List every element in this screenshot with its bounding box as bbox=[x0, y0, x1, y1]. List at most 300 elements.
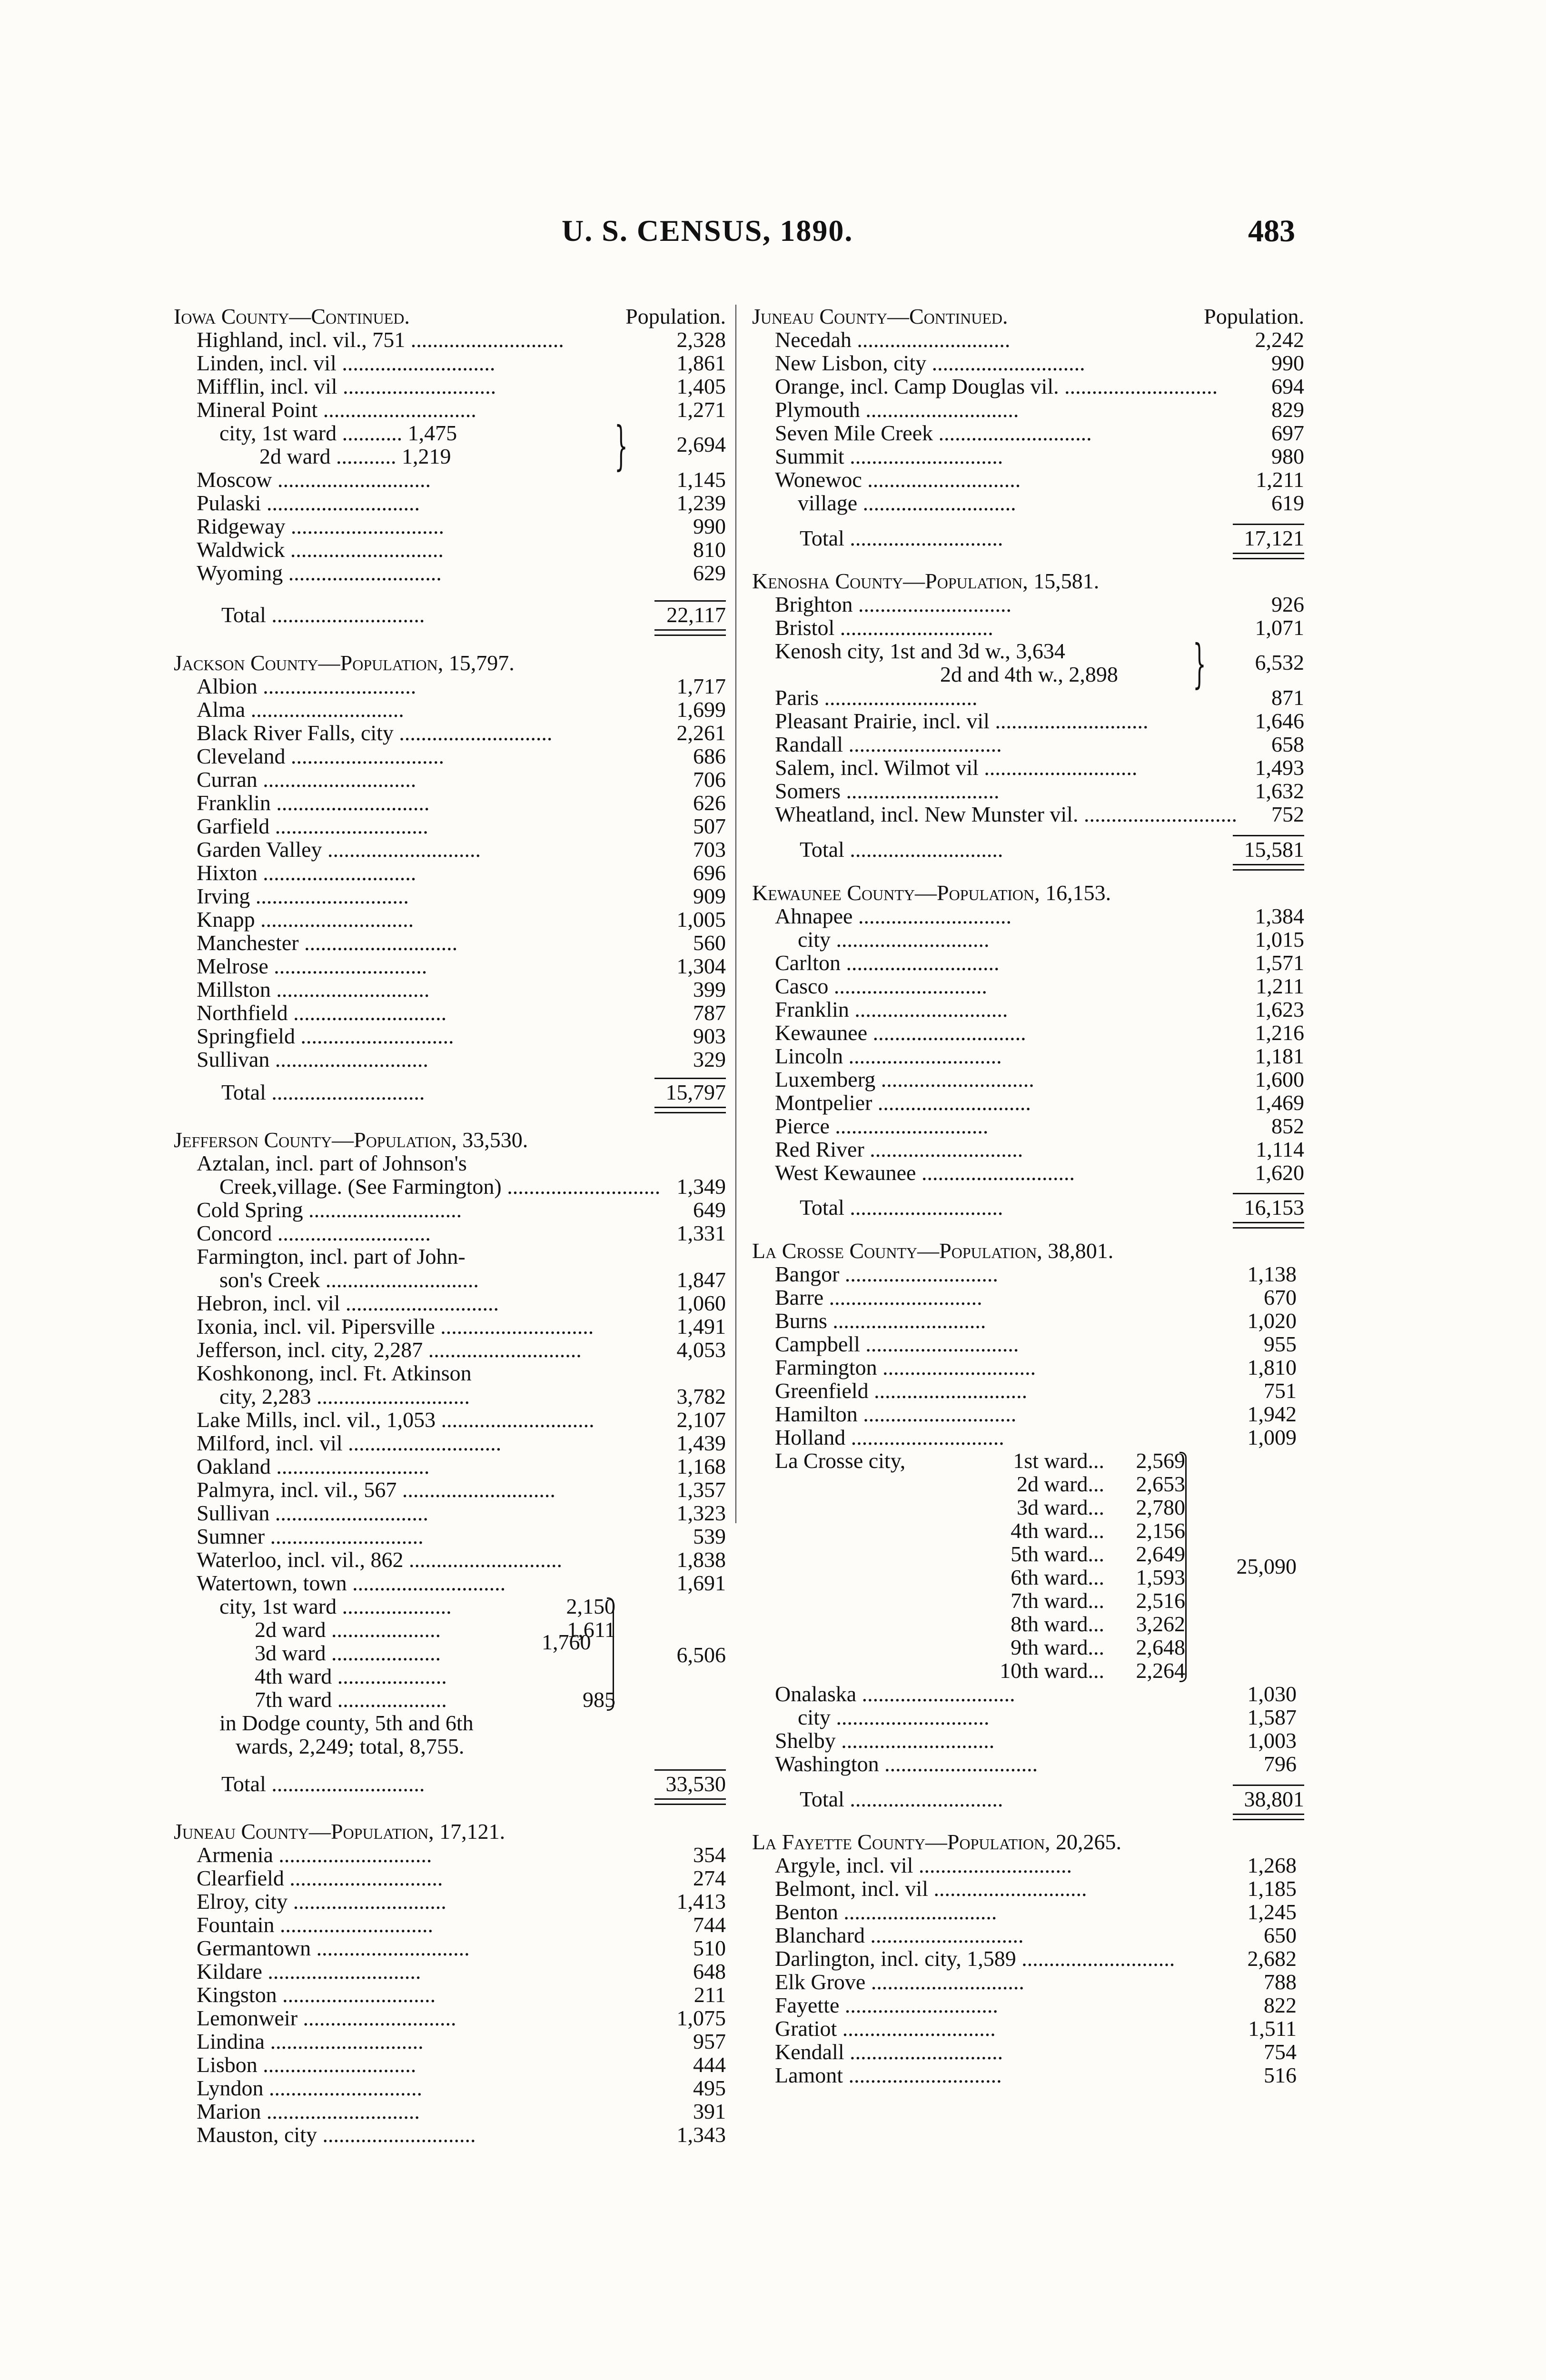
juneau-row bbox=[174, 2123, 726, 2146]
jefferson-total bbox=[174, 1772, 726, 1795]
jefferson-row-label: Sullivan ............................ bbox=[197, 1500, 428, 1525]
kenosha-header-title: Kenosha County—Population, 15,581. bbox=[752, 569, 1100, 594]
iowa-row bbox=[174, 538, 726, 561]
jefferson-total-label: Total ............................ bbox=[221, 1771, 425, 1796]
lafayette-row bbox=[752, 1993, 1304, 2017]
juneau-row-label: Fountain ............................ bbox=[197, 1912, 434, 1937]
jefferson-row bbox=[174, 1221, 726, 1245]
lafayette-row-label: Gratiot ............................ bbox=[775, 2016, 996, 2041]
kewaunee-row-label: West Kewaunee ............................ bbox=[775, 1160, 1075, 1185]
jefferson-row-label: Aztalan, incl. part of Johnson's bbox=[197, 1150, 467, 1175]
jackson-row-value: 507 bbox=[693, 813, 726, 838]
juneau-row bbox=[174, 1913, 726, 1936]
jackson-row bbox=[174, 744, 726, 768]
jackson-row-value: 1,304 bbox=[676, 953, 726, 978]
jackson-header-title: Jackson County—Population, 15,797. bbox=[174, 650, 515, 675]
lacrosse-ward-value: 2,569 bbox=[1136, 1448, 1185, 1473]
lacrosse-ward-row bbox=[752, 1659, 1304, 1682]
lacrosse-ward-value: 2,516 bbox=[1136, 1588, 1185, 1613]
lacrosse-ward-label: 9th ward... bbox=[1011, 1635, 1104, 1659]
lacrosse-header bbox=[752, 1239, 1304, 1262]
lacrosse-ward-value: 2,653 bbox=[1136, 1471, 1185, 1496]
juneau-row bbox=[174, 1890, 726, 1913]
jefferson-row-value: 1,357 bbox=[676, 1477, 726, 1502]
iowa-row bbox=[174, 468, 726, 491]
lafayette-header bbox=[752, 1830, 1304, 1854]
jefferson-row bbox=[174, 1198, 726, 1221]
iowa-row-value: 990 bbox=[693, 514, 726, 538]
jefferson-row-value: 1,060 bbox=[676, 1290, 726, 1315]
lacrosse-total bbox=[752, 1787, 1304, 1811]
jefferson-ward-block bbox=[174, 1595, 726, 1711]
kenosha-row-label: Brighton ............................ bbox=[775, 592, 1012, 617]
juneau-row-value: 1,343 bbox=[676, 2122, 726, 2147]
jackson-row-label: Franklin ............................ bbox=[197, 790, 430, 815]
spacer bbox=[752, 1230, 1304, 1239]
lacrosse-total-label: Total ............................ bbox=[800, 1786, 1003, 1811]
kenosha-city-row-label: 2d and 4th w., 2,898 bbox=[940, 662, 1118, 687]
brace-icon: } bbox=[1193, 633, 1206, 694]
juneau-row-value: 354 bbox=[693, 1842, 726, 1867]
juneau-row bbox=[174, 2030, 726, 2053]
jefferson-row-label: Creek,village. (See Farmington) ............................ bbox=[219, 1174, 661, 1199]
lafayette-row-value: 822 bbox=[1264, 1993, 1297, 2018]
juneau-cont-row bbox=[752, 468, 1304, 491]
iowa-header-title: Iowa County—Continued. bbox=[174, 304, 410, 328]
juneau-row-value: 391 bbox=[693, 2099, 726, 2123]
iowa-row bbox=[174, 491, 726, 515]
jefferson-row-label: Koshkonong, incl. Ft. Atkinson bbox=[197, 1360, 472, 1385]
jackson-row-value: 2,261 bbox=[676, 720, 726, 745]
iowa-row-value: 1,239 bbox=[676, 491, 726, 515]
lacrosse-total-value: 38,801 bbox=[1244, 1786, 1304, 1811]
spacer bbox=[174, 585, 726, 598]
jefferson-row-value: 1,331 bbox=[676, 1220, 726, 1245]
lafayette-row-value: 516 bbox=[1264, 2063, 1297, 2088]
juneau-cont-row-value: 1,211 bbox=[1256, 467, 1304, 492]
lafayette-row bbox=[752, 2040, 1304, 2063]
jackson-row bbox=[174, 954, 726, 978]
kewaunee-header-title: Kewaunee County—Population, 16,153. bbox=[752, 880, 1111, 905]
kewaunee-total bbox=[752, 1196, 1304, 1219]
jefferson-row-value: 2,107 bbox=[676, 1407, 726, 1432]
iowa-row-label: Mineral Point ............................ bbox=[197, 397, 476, 422]
jackson-row bbox=[174, 978, 726, 1001]
spacer bbox=[752, 1775, 1304, 1783]
lacrosse-ward-row bbox=[752, 1636, 1304, 1659]
iowa-row bbox=[174, 351, 726, 375]
lacrosse-row-label: Onalaska ............................ bbox=[775, 1681, 1015, 1706]
jefferson-row bbox=[174, 1385, 726, 1408]
lacrosse-city-total: 25,090 bbox=[1236, 1554, 1297, 1578]
jefferson-row bbox=[174, 1501, 726, 1525]
kenosha-city-row-label: Kenosh city, 1st and 3d w., 3,634 bbox=[775, 639, 1065, 664]
iowa-row bbox=[174, 515, 726, 538]
lacrosse-ward-row bbox=[752, 1519, 1304, 1542]
iowa-total-label: Total ............................ bbox=[221, 603, 425, 627]
lafayette-row bbox=[752, 1924, 1304, 1947]
jefferson-row bbox=[174, 1525, 726, 1548]
lafayette-row-label: Blanchard ............................ bbox=[775, 1923, 1024, 1948]
lacrosse-row-value: 1,030 bbox=[1247, 1681, 1297, 1706]
juneau-cont-row-value: 619 bbox=[1271, 491, 1304, 515]
jefferson-row bbox=[174, 1431, 726, 1455]
kenosha-row-value: 926 bbox=[1271, 592, 1304, 617]
double-rule bbox=[752, 861, 1304, 872]
lafayette-row-label: Fayette ............................ bbox=[775, 1993, 998, 2018]
kewaunee-total-value: 16,153 bbox=[1244, 1195, 1304, 1220]
iowa-row-value: 1,145 bbox=[676, 467, 726, 492]
jefferson-row bbox=[174, 1361, 726, 1385]
juneau-row-value: 648 bbox=[693, 1959, 726, 1983]
jackson-total-value: 15,797 bbox=[665, 1080, 726, 1104]
spacer bbox=[752, 826, 1304, 833]
double-rule bbox=[752, 550, 1304, 560]
kenosha-row bbox=[752, 756, 1304, 779]
juneau-cont-row-label: New Lisbon, city ............................ bbox=[775, 351, 1085, 375]
kewaunee-row bbox=[752, 928, 1304, 951]
lacrosse-ward-value: 2,156 bbox=[1136, 1518, 1185, 1543]
lafayette-row bbox=[752, 1947, 1304, 1970]
iowa-row-value: 1,405 bbox=[676, 374, 726, 398]
jackson-row-label: Sullivan ............................ bbox=[197, 1047, 428, 1071]
jackson-row-value: 696 bbox=[693, 860, 726, 885]
lacrosse-row-value: 1,942 bbox=[1247, 1401, 1297, 1426]
kenosha-total-value: 15,581 bbox=[1244, 837, 1304, 862]
juneau-row bbox=[174, 1843, 726, 1866]
juneau-cont-row-value: 829 bbox=[1271, 397, 1304, 422]
kewaunee-row-label: Lincoln ............................ bbox=[775, 1043, 1002, 1068]
lacrosse-ward-label: 7th ward... bbox=[1011, 1588, 1104, 1613]
jefferson-row bbox=[174, 1338, 726, 1361]
lacrosse-row-label: Burns ............................ bbox=[775, 1308, 986, 1333]
jefferson-ward-value: 985 bbox=[583, 1687, 615, 1712]
jefferson-row-value: 1,491 bbox=[676, 1314, 726, 1339]
kewaunee-header bbox=[752, 881, 1304, 904]
lafayette-row-value: 788 bbox=[1264, 1970, 1297, 1994]
lacrosse-row-value: 1,009 bbox=[1247, 1425, 1297, 1449]
spacer bbox=[752, 872, 1304, 881]
lacrosse-row-value: 1,810 bbox=[1247, 1355, 1297, 1379]
iowa-row-label: Highland, incl. vil., 751 ............................ bbox=[197, 327, 564, 352]
jackson-row bbox=[174, 908, 726, 931]
bracket-icon bbox=[607, 1597, 614, 1711]
jefferson-ward-value: 2,150 bbox=[566, 1594, 615, 1618]
lacrosse-ward-label: 4th ward... bbox=[1011, 1518, 1104, 1543]
juneau-cont-row-label: Seven Mile Creek ............................ bbox=[775, 421, 1092, 445]
jackson-row-value: 787 bbox=[693, 1000, 726, 1025]
kenosha-row-value: 752 bbox=[1271, 802, 1304, 827]
juneau-row-label: Marion ............................ bbox=[197, 2099, 420, 2123]
jefferson-row-label: Cold Spring ............................ bbox=[197, 1197, 462, 1222]
jackson-row-value: 1,717 bbox=[676, 674, 726, 698]
kenosha-row bbox=[752, 779, 1304, 803]
kewaunee-row-value: 852 bbox=[1271, 1113, 1304, 1138]
juneau-row-value: 211 bbox=[694, 1982, 726, 2007]
lafayette-row-value: 1,185 bbox=[1247, 1876, 1297, 1901]
kenosha-row-label: Somers ............................ bbox=[775, 779, 1000, 803]
kewaunee-row bbox=[752, 1161, 1304, 1184]
kenosha-row-label: Wheatland, incl. New Munster vil. ............................ bbox=[775, 802, 1237, 827]
kewaunee-row-label: Carlton ............................ bbox=[775, 950, 1000, 975]
jackson-row bbox=[174, 814, 726, 838]
jefferson-row-value: 4,053 bbox=[676, 1337, 726, 1362]
lacrosse-row-label: Greenfield ............................ bbox=[775, 1378, 1028, 1403]
jefferson-ward-row bbox=[174, 1595, 726, 1618]
iowa-total-value: 22,117 bbox=[666, 603, 726, 627]
spacer bbox=[174, 1071, 726, 1076]
jefferson-row-value: 1,439 bbox=[676, 1430, 726, 1455]
juneau-row-value: 744 bbox=[693, 1912, 726, 1937]
lacrosse-row-value: 670 bbox=[1264, 1285, 1297, 1309]
jefferson-row-value: 1,838 bbox=[676, 1547, 726, 1572]
jackson-row bbox=[174, 884, 726, 908]
juneau-row bbox=[174, 2076, 726, 2100]
iowa-row-label: Pulaski ............................ bbox=[197, 491, 420, 515]
kewaunee-row-value: 1,623 bbox=[1255, 997, 1304, 1021]
lacrosse-ward-value: 2,648 bbox=[1136, 1635, 1185, 1659]
juneau-cont-row-label: village ............................ bbox=[798, 491, 1016, 515]
kewaunee-row bbox=[752, 1044, 1304, 1068]
lacrosse-row-label: Hamilton ............................ bbox=[775, 1401, 1017, 1426]
lacrosse-row-value: 751 bbox=[1264, 1378, 1297, 1403]
lacrosse-ward-value: 2,780 bbox=[1136, 1495, 1185, 1519]
lafayette-header-title: La Fayette County—Population, 20,265. bbox=[752, 1830, 1122, 1854]
kewaunee-row-value: 1,571 bbox=[1255, 950, 1304, 975]
iowa-city-total: 2,694 bbox=[676, 432, 726, 456]
kewaunee-row-label: Montpelier ............................ bbox=[775, 1090, 1031, 1115]
lacrosse-row bbox=[752, 1706, 1304, 1729]
double-rule bbox=[752, 1811, 1304, 1821]
jefferson-row bbox=[174, 1291, 726, 1315]
spacer bbox=[174, 637, 726, 651]
jackson-row-label: Manchester ............................ bbox=[197, 930, 458, 955]
kewaunee-row-value: 1,216 bbox=[1255, 1020, 1304, 1045]
lacrosse-row bbox=[752, 1262, 1304, 1286]
juneau-cont-header-population-label: Population. bbox=[1204, 304, 1304, 328]
kewaunee-row bbox=[752, 1091, 1304, 1114]
jefferson-ward-row-label: 3d ward .................... bbox=[255, 1640, 441, 1665]
lacrosse-row-label: city ............................ bbox=[798, 1705, 990, 1729]
jefferson-row-value: 1,349 bbox=[676, 1174, 726, 1199]
brace-icon: } bbox=[614, 415, 628, 476]
juneau-row-label: Lemonweir ............................ bbox=[197, 2005, 456, 2030]
jefferson-row-value: 539 bbox=[693, 1524, 726, 1548]
jefferson-row-label: Farmington, incl. part of John- bbox=[197, 1244, 466, 1269]
jefferson-row-value: 1,847 bbox=[676, 1267, 726, 1292]
jefferson-row bbox=[174, 1571, 726, 1595]
jackson-row-value: 329 bbox=[693, 1047, 726, 1071]
kenosha-row-label: Paris ............................ bbox=[775, 685, 978, 710]
lacrosse-ward-row bbox=[752, 1449, 1304, 1472]
jefferson-ward-row-label: 2d ward .................... bbox=[255, 1617, 441, 1642]
jefferson-row bbox=[174, 1268, 726, 1291]
lafayette-row-label: Elk Grove ............................ bbox=[775, 1970, 1024, 1994]
jefferson-row-label: son's Creek ............................ bbox=[219, 1267, 479, 1292]
iowa-row-value: 629 bbox=[693, 561, 726, 585]
lacrosse-row-label: Holland ............................ bbox=[775, 1425, 1004, 1449]
jefferson-row-label: Lake Mills, incl. vil., 1,053 ............................ bbox=[197, 1407, 595, 1432]
lacrosse-ward-value: 1,593 bbox=[1136, 1565, 1185, 1589]
juneau-cont-row-value: 2,242 bbox=[1255, 327, 1304, 352]
kewaunee-row-value: 1,620 bbox=[1255, 1160, 1304, 1185]
double-rule bbox=[174, 1104, 726, 1114]
lacrosse-row-value: 1,587 bbox=[1247, 1705, 1297, 1729]
lacrosse-header-title: La Crosse County—Population, 38,801. bbox=[752, 1238, 1114, 1263]
lacrosse-ward-row bbox=[752, 1472, 1304, 1496]
lacrosse-row bbox=[752, 1309, 1304, 1332]
jefferson-row bbox=[174, 1455, 726, 1478]
running-head bbox=[0, 213, 1546, 256]
lacrosse-ward-label: 1st ward... bbox=[1013, 1448, 1104, 1473]
kewaunee-row-label: Casco ............................ bbox=[775, 973, 987, 998]
jackson-total bbox=[174, 1081, 726, 1104]
jackson-row-label: Melrose ............................ bbox=[197, 953, 427, 978]
kenosha-row-value: 1,646 bbox=[1255, 709, 1304, 734]
lacrosse-row-value: 1,003 bbox=[1247, 1728, 1297, 1753]
kewaunee-row-label: Pierce ............................ bbox=[775, 1113, 989, 1138]
iowa-header bbox=[174, 305, 726, 328]
juneau-cont-row bbox=[752, 375, 1304, 398]
jefferson-row-label: Sumner ............................ bbox=[197, 1524, 424, 1548]
jackson-row bbox=[174, 674, 726, 698]
juneau-cont-row-value: 694 bbox=[1271, 374, 1304, 398]
kenosha-row bbox=[752, 803, 1304, 826]
kewaunee-row-value: 1,015 bbox=[1255, 927, 1304, 952]
jackson-row bbox=[174, 698, 726, 721]
jackson-row bbox=[174, 1024, 726, 1048]
lafayette-row-value: 650 bbox=[1264, 1923, 1297, 1948]
jackson-row-value: 903 bbox=[693, 1023, 726, 1048]
jackson-row bbox=[174, 1001, 726, 1024]
lafayette-row-label: Kendall ............................ bbox=[775, 2040, 1003, 2064]
jefferson-ward-3-4-value: 1,760 bbox=[542, 1629, 591, 1654]
jefferson-total-value: 33,530 bbox=[665, 1771, 726, 1796]
juneau-row-value: 957 bbox=[693, 2029, 726, 2053]
kenosha-row bbox=[752, 616, 1304, 639]
kenosha-row bbox=[752, 709, 1304, 733]
jefferson-row bbox=[174, 1408, 726, 1431]
juneau-row-label: Mauston, city ............................ bbox=[197, 2122, 476, 2147]
spacer bbox=[174, 1806, 726, 1820]
juneau-row-value: 1,075 bbox=[676, 2005, 726, 2030]
jackson-row bbox=[174, 861, 726, 884]
juneau-row-label: Kingston ............................ bbox=[197, 1982, 436, 2007]
juneau-row-label: Lindina ............................ bbox=[197, 2029, 424, 2053]
lafayette-row-value: 754 bbox=[1264, 2040, 1297, 2064]
jackson-row-value: 399 bbox=[693, 977, 726, 1002]
juneau-row-value: 274 bbox=[693, 1865, 726, 1890]
lacrosse-row bbox=[752, 1426, 1304, 1449]
juneau-cont-header bbox=[752, 305, 1304, 328]
juneau-cont-row bbox=[752, 398, 1304, 421]
lafayette-row bbox=[752, 2063, 1304, 2087]
jefferson-row-label: Waterloo, incl. vil., 862 ............................ bbox=[197, 1547, 562, 1572]
lacrosse-row bbox=[752, 1729, 1304, 1752]
juneau-cont-row-label: Summit ............................ bbox=[775, 444, 1003, 468]
jefferson-ward-value: 1,611 bbox=[567, 1617, 615, 1642]
lafayette-row-label: Benton ............................ bbox=[775, 1900, 997, 1924]
juneau-cont-row-label: Orange, incl. Camp Douglas vil. ............................ bbox=[775, 374, 1218, 398]
juneau-cont-row-value: 697 bbox=[1271, 421, 1304, 445]
jackson-header bbox=[174, 651, 726, 674]
kenosha-row-value: 1,071 bbox=[1255, 615, 1304, 640]
lacrosse-ward-row bbox=[752, 1612, 1304, 1636]
kewaunee-row-label: Kewaunee ............................ bbox=[775, 1020, 1026, 1045]
bracket-icon bbox=[1179, 1452, 1187, 1682]
juneau-cont-row-label: Plymouth ............................ bbox=[775, 397, 1019, 422]
juneau-cont-header-title: Juneau County—Continued. bbox=[752, 304, 1008, 328]
iowa-row-label: Moscow ............................ bbox=[197, 467, 431, 492]
lacrosse-row bbox=[752, 1332, 1304, 1356]
lacrosse-ward-label: 5th ward... bbox=[1011, 1541, 1104, 1566]
double-rule bbox=[174, 1795, 726, 1806]
juneau-row-label: Clearfield ............................ bbox=[197, 1865, 443, 1890]
lacrosse-row-label: Bangor ............................ bbox=[775, 1261, 998, 1286]
iowa-row-value: 1,271 bbox=[676, 397, 726, 422]
lacrosse-row-label: Washington ............................ bbox=[775, 1751, 1038, 1776]
iowa-row bbox=[174, 328, 726, 351]
spacer bbox=[174, 1114, 726, 1128]
kenosha-header bbox=[752, 569, 1304, 593]
lacrosse-row bbox=[752, 1356, 1304, 1379]
iowa-row bbox=[174, 561, 726, 585]
lafayette-row bbox=[752, 1900, 1304, 1924]
jefferson-row-value: 649 bbox=[693, 1197, 726, 1222]
jefferson-row bbox=[174, 1315, 726, 1338]
juneau-cont-row bbox=[752, 491, 1304, 515]
jefferson-row bbox=[174, 1151, 726, 1175]
juneau-row-value: 510 bbox=[693, 1935, 726, 1960]
spacer bbox=[752, 1184, 1304, 1191]
iowa-row-label: Mifflin, incl. vil ............................ bbox=[197, 374, 496, 398]
jackson-row-label: Knapp ............................ bbox=[197, 907, 414, 932]
jefferson-row bbox=[174, 1548, 726, 1571]
jackson-row-label: Garfield ............................ bbox=[197, 813, 428, 838]
lafayette-row-value: 2,682 bbox=[1247, 1946, 1297, 1971]
juneau-cont-row-label: Wonewoc ............................ bbox=[775, 467, 1021, 492]
jackson-row-label: Cleveland ............................ bbox=[197, 744, 444, 768]
jackson-row-value: 686 bbox=[693, 744, 726, 768]
jefferson-row-label: Palmyra, incl. vil., 567 ............................ bbox=[197, 1477, 555, 1502]
kenosha-row-label: Pleasant Prairie, incl. vil ............................ bbox=[775, 709, 1149, 734]
juneau-cont-row-label: Necedah ............................ bbox=[775, 327, 1011, 352]
left-column bbox=[174, 305, 726, 2146]
juneau-row bbox=[174, 1960, 726, 1983]
lafayette-row-value: 1,268 bbox=[1247, 1853, 1297, 1878]
jackson-row-value: 706 bbox=[693, 767, 726, 792]
lacrosse-row bbox=[752, 1752, 1304, 1775]
lacrosse-row-label: Shelby ............................ bbox=[775, 1728, 995, 1753]
jackson-row-label: Alma ............................ bbox=[197, 697, 404, 722]
kenosha-row-value: 658 bbox=[1271, 732, 1304, 757]
jackson-row-label: Irving ............................ bbox=[197, 883, 409, 908]
lafayette-row bbox=[752, 1877, 1304, 1900]
lacrosse-row-label: Campbell ............................ bbox=[775, 1331, 1019, 1356]
kenosha-city-total: 6,532 bbox=[1255, 650, 1304, 675]
kewaunee-row bbox=[752, 951, 1304, 974]
juneau-row bbox=[174, 1866, 726, 1890]
juneau-cont-row bbox=[752, 445, 1304, 468]
kenosha-row bbox=[752, 733, 1304, 756]
juneau-row bbox=[174, 2006, 726, 2030]
jefferson-row-label: Hebron, incl. vil ............................ bbox=[197, 1290, 499, 1315]
kewaunee-row-label: city ............................ bbox=[798, 927, 990, 952]
kewaunee-row-label: Red River ............................ bbox=[775, 1137, 1023, 1161]
juneau-row-label: Lisbon ............................ bbox=[197, 2052, 416, 2077]
lacrosse-ward-label: 3d ward... bbox=[1017, 1495, 1104, 1519]
kewaunee-total-label: Total ............................ bbox=[800, 1195, 1003, 1220]
